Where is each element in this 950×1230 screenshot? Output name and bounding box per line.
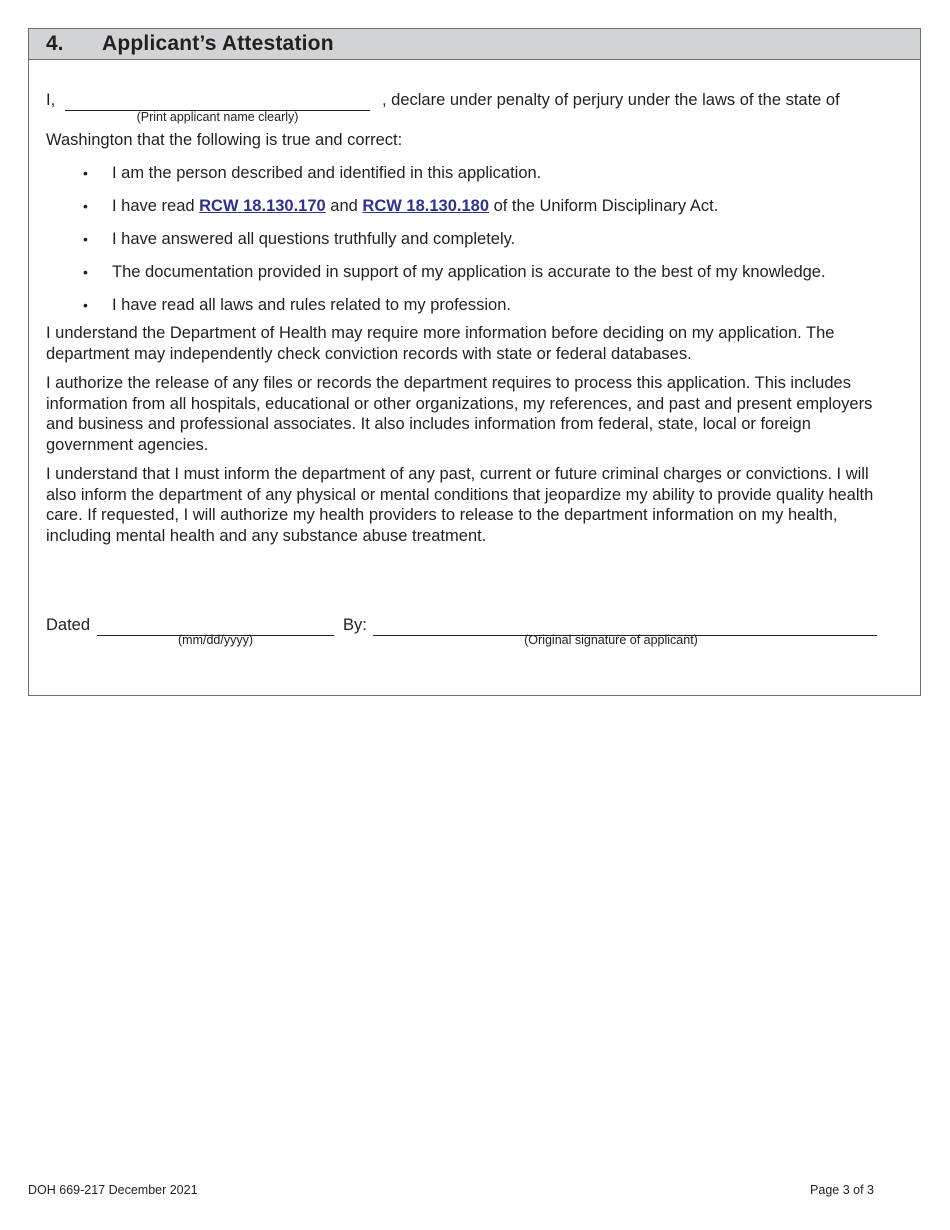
form-id: DOH 669-217 December 2021: [28, 1183, 198, 1197]
section-number: 4.: [46, 32, 64, 55]
declaration-text-line1: , declare under penalty of perjury under the laws of the state of: [382, 91, 840, 109]
list-item-text: I have answered all questions truthfully and completely.: [112, 230, 516, 248]
bullet-marker: •: [83, 264, 88, 280]
list-item-text-prefix: I have read: [112, 197, 200, 215]
list-item: [81, 229, 826, 262]
list-item: [81, 262, 826, 295]
bullet-marker: •: [83, 297, 88, 313]
rcw-18-130-180-link[interactable]: RCW 18.130.180: [362, 197, 489, 215]
list-item-text: I am the person described and identified in this application.: [112, 164, 542, 182]
list-item-text: I have read all laws and rules related to my profession.: [112, 296, 511, 314]
section-title: Applicant’s Attestation: [102, 32, 334, 55]
dated-label: Dated: [46, 616, 91, 634]
applicant-name-caption: (Print applicant name clearly): [136, 110, 299, 124]
applicant-name-field[interactable]: [65, 91, 370, 111]
list-item-text-suffix: of the Uniform Disciplinary Act.: [489, 197, 719, 215]
paragraph-disclosure: I understand that I must inform the department of any past, current or future criminal charges or convictions. I will also inform the department of any physical or mental conditions that jeopardize my ability to provide quality health care. If requested, I will authorize my health providers to release to the department information on my health, including mental health and any substance abuse treatment.: [46, 465, 874, 545]
bullet-marker: •: [83, 231, 88, 247]
list-item-text: The documentation provided in support of my application is accurate to the best of my knowledge.: [112, 263, 826, 281]
paragraph-authorization: I authorize the release of any files or records the department requires to process this application. This includes information from all hospitals, educational or other organizations, my references, and past and present employers and business and professional associates. It also includes information from federal, state, local or foreign government agencies.: [46, 374, 873, 454]
attestation-list: [81, 163, 826, 328]
section-header: [29, 29, 920, 60]
bullet-marker: •: [83, 165, 88, 181]
signature-caption: (Original signature of applicant): [524, 633, 698, 647]
list-item: [81, 163, 826, 196]
by-label: By:: [343, 616, 367, 634]
declaration-text-line2: Washington that the following is true and correct:: [46, 131, 403, 149]
paragraph-information: I understand the Department of Health may require more information before deciding on my application. The department may independently check conviction records with state or federal databases.: [46, 324, 835, 363]
date-caption: (mm/dd/yyyy): [178, 633, 253, 647]
attestation-section: [28, 28, 921, 696]
list-item: [81, 196, 826, 229]
declaration-prefix: I,: [46, 91, 56, 109]
rcw-18-130-170-link[interactable]: RCW 18.130.170: [199, 197, 326, 215]
list-item-text-mid: and: [325, 197, 363, 215]
page-number: Page 3 of 3: [810, 1183, 874, 1197]
bullet-marker: •: [83, 198, 88, 214]
